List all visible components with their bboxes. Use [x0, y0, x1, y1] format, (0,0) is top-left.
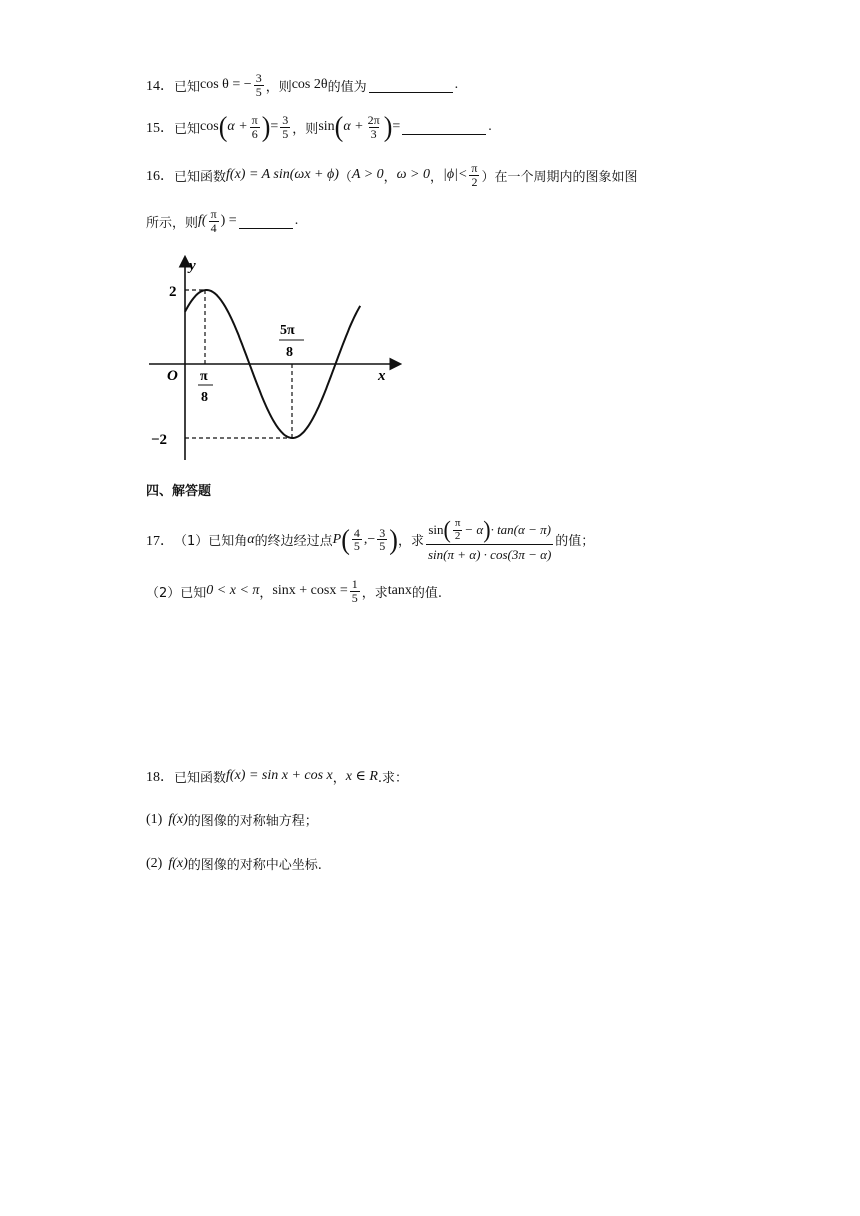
question-18-part2: (2) f(x) 的图像的对称中心坐标. — [146, 855, 322, 873]
q17-big-fraction: sin ( $\frac{\pi}{2}$ − α ) · tan(α − π) sin(π + α) · cos(3π − α) — [427, 515, 552, 563]
q16-pi-over-4: $\frac{\pi}{4}$ — [210, 207, 217, 235]
question-16: 16． 已知函数 f(x) = A sin(ωx + ϕ) （ A > 0 ， ω > 0 ， |ϕ|< $\frac{\pi}{2}$ ）在一个周期内的图象如图 — [146, 161, 638, 189]
q15-pi-over-6: $\frac{\pi}{6}$ — [251, 113, 258, 141]
y-axis-label: y — [189, 258, 196, 274]
q14-cos2theta: cos 2θ — [291, 77, 328, 93]
q15-answer-blank[interactable] — [402, 120, 486, 135]
tick-pi-8-num: π — [200, 369, 208, 384]
q17-number: 17． — [146, 533, 174, 549]
question-18: 18． 已知函数 f(x) = sin x + cos x ， x ∈ R .求： — [146, 768, 409, 786]
tick-pi-8-den: 8 — [201, 390, 208, 405]
max-label: 2 — [169, 284, 177, 300]
q18-number: 18． — [146, 770, 174, 785]
question-16-line2: 所示，则 f( $\frac{\pi}{4}$ ) = . — [146, 207, 299, 235]
question-14: 14． 已知 cos θ = − $\frac{3}{5}$ ，则 cos 2θ 的值为 . — [146, 71, 459, 99]
question-18-part1: (1) f(x) 的图像的对称轴方程； — [146, 811, 318, 829]
q14-answer-blank[interactable] — [369, 78, 453, 93]
q16-pi-over-2: $\frac{\pi}{2}$ — [471, 161, 478, 189]
question-17-part2: （2）已知 0 < x < π ， sinx + cosx = $\frac{1}{5}$ ，求 tanx 的值. — [146, 577, 442, 605]
q18-function: f(x) = sin x + cos x — [226, 768, 333, 783]
min-label: −2 — [151, 432, 168, 448]
q14-mid: ，则 — [265, 79, 292, 95]
origin-label: O — [167, 368, 178, 384]
q14-cos-theta: cos θ = − — [200, 77, 252, 93]
question-17-part1: 17． （1）已知角 α 的终边经过点 P ( $\frac{4}{5}$ ,− $\frac{3}{5}$ ) ，求 sin ( $\frac{\pi}{2}$ − α ) · tan(α − π) sin(π + α) · cos(3π − α) 的值； — [146, 515, 595, 563]
q14-post: 的值为 — [327, 79, 367, 95]
q15-three-fifths: $\frac{3}{5}$ — [282, 113, 289, 141]
tick-5pi-8-den: 8 — [286, 345, 293, 360]
q16-function: f(x) = A sin(ωx + ϕ) — [226, 167, 339, 183]
sine-graph — [145, 252, 405, 468]
tick-5pi-8-num: 5π — [280, 323, 295, 338]
section-heading-answers: 四、解答题 — [146, 484, 212, 499]
x-axis-label: x — [378, 368, 386, 384]
q14-fraction: $\frac{3}{5}$ — [255, 71, 262, 99]
question-15: 15． 已知 cos ( α + $\frac{\pi}{6}$ ) = $\frac{3}{5}$ ，则 sin ( α + $\frac{2\pi}{3}$ ) = . — [146, 110, 492, 143]
q16-number: 16． — [146, 169, 174, 185]
q15-number: 15． — [146, 121, 174, 137]
q14-number: 14． — [146, 79, 174, 95]
q15-two-pi-over-3: $\frac{2\pi}{3}$ — [367, 113, 380, 141]
q14-pre: 已知 — [174, 79, 201, 95]
q16-answer-blank[interactable] — [239, 214, 293, 229]
